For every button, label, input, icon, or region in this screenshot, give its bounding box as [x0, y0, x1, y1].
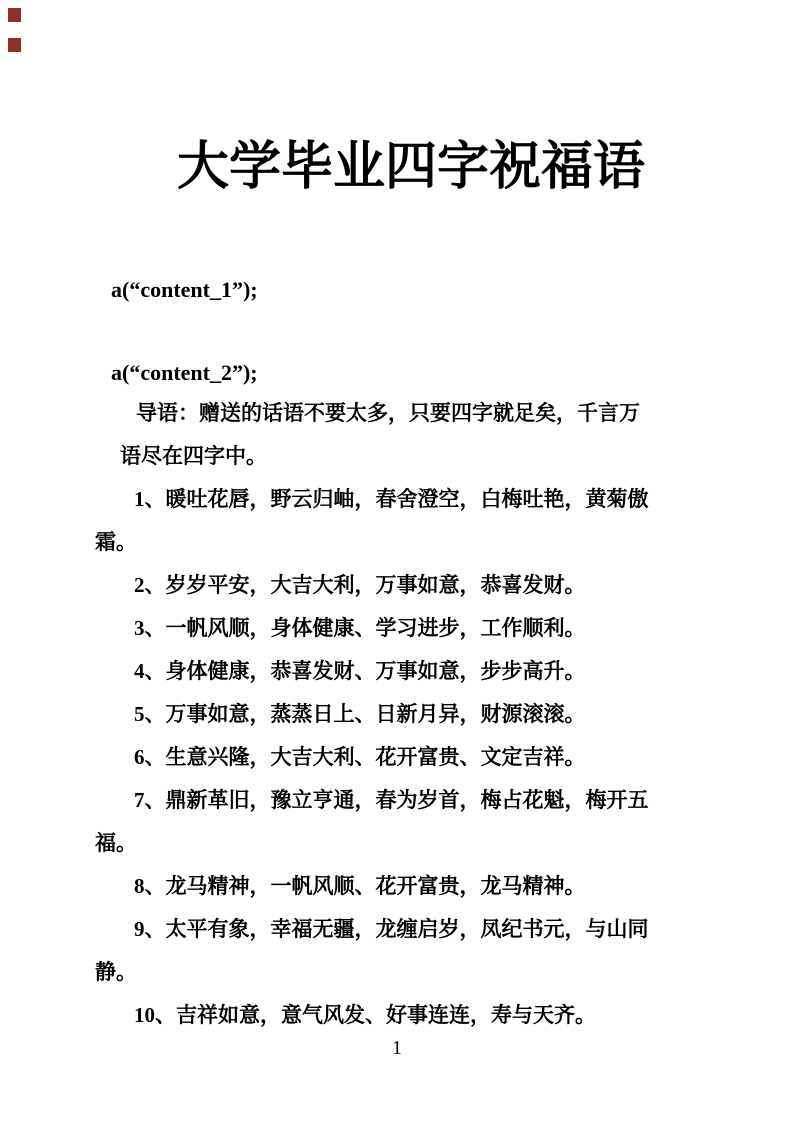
item-line: 7、鼎新革旧，豫立亨通，春为岁首，梅占花魁，梅开五 [134, 788, 649, 812]
item-line: 2、岁岁平安，大吉大利，万事如意，恭喜发财。 [134, 573, 586, 597]
list-item [95, 478, 710, 564]
list-item [95, 736, 710, 779]
item-line: 静。 [95, 960, 137, 984]
item-line: 3、一帆风顺，身体健康、学习进步，工作顺利。 [134, 616, 586, 640]
intro-paragraph [120, 392, 710, 478]
code-line-1: a(“content_1”); [111, 277, 258, 302]
broken-image-marker [8, 8, 21, 22]
item-line: 5、万事如意，蒸蒸日上、日新月异，财源滚滚。 [134, 702, 586, 726]
item-line: 霜。 [95, 530, 137, 554]
blessings-list [95, 478, 710, 1037]
intro-line: 语尽在四字中。 [120, 444, 267, 468]
list-item [95, 607, 710, 650]
item-line: 4、身体健康，恭喜发财、万事如意，步步高升。 [134, 659, 586, 683]
list-item [95, 865, 710, 908]
page-title: 大学毕业四字祝福语 [176, 139, 645, 196]
item-line: 10、吉祥如意，意气风发、好事连连，寿与天齐。 [134, 1003, 596, 1027]
list-item [95, 779, 710, 865]
intro-line: 导语：赠送的话语不要太多，只要四字就足矣，千言万 [136, 401, 640, 425]
item-line: 9、太平有象，幸福无疆，龙缠启岁，凤纪书元，与山同 [134, 917, 649, 941]
list-item [95, 994, 710, 1037]
code-line-2: a(“content_2”); [111, 360, 258, 385]
item-line: 1、暖吐花唇，野云归岫，春舍澄空，白梅吐艳，黄菊傲 [134, 487, 649, 511]
page-number: 1 [392, 1037, 402, 1059]
item-line: 8、龙马精神，一帆风顺、花开富贵，龙马精神。 [134, 874, 586, 898]
item-line: 福。 [95, 831, 137, 855]
list-item [95, 564, 710, 607]
broken-image-marker [8, 38, 21, 52]
list-item [95, 908, 710, 994]
list-item [95, 693, 710, 736]
item-line: 6、生意兴隆，大吉大利、花开富贵、文定吉祥。 [134, 745, 586, 769]
list-item [95, 650, 710, 693]
